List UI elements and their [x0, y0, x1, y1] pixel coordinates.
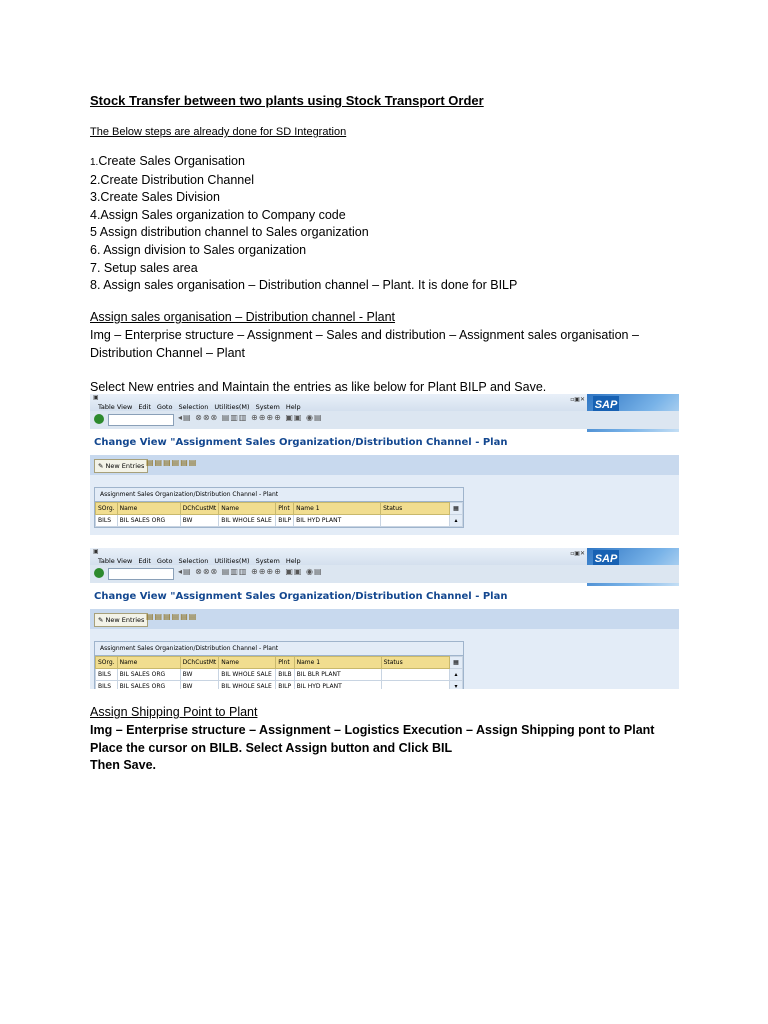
section1-path: [90, 327, 690, 362]
table-row[interactable]: [96, 669, 463, 681]
screen-body: [90, 629, 679, 689]
menu-selection[interactable]: Selection: [178, 557, 209, 565]
sap-screenshot-2: [90, 548, 679, 689]
cell[interactable]: BW: [180, 515, 219, 527]
command-field[interactable]: [108, 568, 174, 580]
step-item: 6. Assign division to Sales organization: [90, 242, 307, 257]
new-entries-label: New Entries: [105, 462, 145, 470]
screen-title: Change View "Assignment Sales Organization/Distribution Channel - Plan: [90, 587, 679, 609]
assignment-table: [94, 641, 464, 689]
cell[interactable]: BILS: [96, 515, 118, 527]
application-toolbar: [90, 455, 679, 475]
enter-icon[interactable]: [94, 568, 104, 578]
col-status: Status: [381, 657, 449, 669]
section1-heading: Assign sales organisation – Distribution channel - Plant: [90, 310, 396, 324]
table-header: [96, 503, 463, 515]
scroll-up-icon[interactable]: ▴: [450, 669, 463, 681]
section1-path-line1: Img – Enterprise structure – Assignment – Sales and distribution – Assignment sales organisation –: [90, 328, 639, 342]
menu-system[interactable]: System: [255, 557, 280, 565]
cell[interactable]: BILS: [96, 681, 118, 690]
menu-items: [98, 403, 307, 411]
table-row[interactable]: [96, 681, 463, 690]
sap-screenshot-1: [90, 394, 679, 535]
menu-utilities[interactable]: Utilities(M): [214, 403, 250, 411]
window-controls-icon[interactable]: ▫▣✕: [570, 550, 585, 557]
standard-toolbar: [90, 565, 679, 583]
cell[interactable]: BIL BLR PLANT: [294, 669, 381, 681]
menu-goto[interactable]: Goto: [156, 403, 173, 411]
menu-utilities[interactable]: Utilities(M): [214, 557, 250, 565]
col-name1: Name 1: [294, 657, 381, 669]
menu-help[interactable]: Help: [285, 403, 301, 411]
col-name: Name: [117, 657, 180, 669]
table-row[interactable]: [96, 515, 463, 527]
system-icon: ▣: [93, 394, 99, 401]
menu-edit[interactable]: Edit: [138, 557, 151, 565]
cell[interactable]: BIL SALES ORG: [117, 681, 180, 690]
step-item: 7. Setup sales area: [90, 260, 198, 275]
table-caption: Assignment Sales Organization/Distribution Channel - Plant: [95, 642, 463, 656]
toolbar-icons[interactable]: ◂▤ ⊗⊗⊗ ▤▥▥ ⊕⊕⊕⊕ ▣▣ ◉▤: [178, 567, 323, 576]
steps-list: [90, 153, 517, 295]
menu-items: [98, 557, 307, 565]
step-item: 4.Assign Sales organization to Company code: [90, 207, 346, 222]
system-icon: ▣: [93, 548, 99, 555]
screen-body: [90, 475, 679, 535]
table-caption: Assignment Sales Organization/Distribution Channel - Plant: [95, 488, 463, 502]
step-item: 2.Create Distribution Channel: [90, 172, 254, 187]
col-dchcustmt: DChCustMt: [180, 657, 219, 669]
column-settings-icon[interactable]: ▦: [450, 503, 463, 515]
col-sorg: SOrg.: [96, 503, 118, 515]
col-name1: Name 1: [294, 503, 381, 515]
column-settings-icon[interactable]: ▦: [450, 657, 463, 669]
document-subtitle: The Below steps are already done for SD Integration: [90, 126, 347, 138]
col-plnt: Plnt: [276, 503, 294, 515]
cell[interactable]: BILB: [276, 669, 294, 681]
application-toolbar: [90, 609, 679, 629]
cell[interactable]: BIL HYD PLANT: [294, 515, 381, 527]
cell[interactable]: BILP: [276, 681, 294, 690]
cell[interactable]: BIL WHOLE SALE: [219, 669, 276, 681]
new-entries-button[interactable]: ✎ New Entries: [94, 613, 148, 627]
cell[interactable]: BILS: [96, 669, 118, 681]
command-field[interactable]: [108, 414, 174, 426]
cell[interactable]: BIL SALES ORG: [117, 669, 180, 681]
section2-line2: Place the cursor on BILB. Select Assign button and Click BIL: [90, 740, 453, 755]
section2-line1: Img – Enterprise structure – Assignment – Logistics Execution – Assign Shipping pont to Plant: [90, 723, 655, 737]
cell[interactable]: [381, 669, 449, 681]
menu-system[interactable]: System: [255, 403, 280, 411]
menu-selection[interactable]: Selection: [178, 403, 209, 411]
window-controls-icon[interactable]: ▫▣✕: [570, 396, 585, 403]
step-item: 5 Assign distribution channel to Sales organization: [90, 225, 369, 240]
cell[interactable]: BW: [180, 681, 219, 690]
assignment-table: [94, 487, 464, 528]
menu-table-view[interactable]: Table View: [98, 403, 133, 411]
menu-edit[interactable]: Edit: [138, 403, 151, 411]
col-name2: Name: [219, 503, 276, 515]
col-sorg: SOrg.: [96, 657, 118, 669]
step-number: 1.: [90, 157, 99, 168]
document-title: Stock Transfer between two plants using Stock Transport Order: [90, 93, 484, 108]
cell[interactable]: BIL WHOLE SALE: [219, 681, 276, 690]
screen-title: Change View "Assignment Sales Organization/Distribution Channel - Plan: [90, 433, 679, 455]
step-item: [90, 153, 517, 172]
col-status: Status: [381, 503, 450, 515]
sap-logo: SAP: [593, 396, 619, 414]
section2-body: [90, 722, 690, 775]
menu-goto[interactable]: Goto: [156, 557, 173, 565]
col-plnt: Plnt: [276, 657, 294, 669]
menu-table-view[interactable]: Table View: [98, 557, 133, 565]
new-entries-button[interactable]: ✎ New Entries: [94, 459, 148, 473]
col-name2: Name: [219, 657, 276, 669]
cell[interactable]: [381, 515, 450, 527]
section1-path-line2: Distribution Channel – Plant: [90, 345, 245, 360]
cell[interactable]: BIL HYD PLANT: [294, 681, 381, 690]
cell[interactable]: BIL SALES ORG: [117, 515, 180, 527]
section1-instruction: Select New entries and Maintain the entries as like below for Plant BILP and Save.: [90, 380, 547, 394]
col-dchcustmt: DChCustMt: [180, 503, 219, 515]
app-toolbar-icons[interactable]: ▤▤▤▤▤▤: [146, 458, 198, 467]
sap-logo: SAP: [593, 550, 619, 568]
col-name: Name: [117, 503, 180, 515]
menu-help[interactable]: Help: [285, 557, 301, 565]
app-toolbar-icons[interactable]: ▤▤▤▤▤▤: [146, 612, 198, 621]
enter-icon[interactable]: [94, 414, 104, 424]
table-header: [96, 657, 463, 669]
section2-heading: Assign Shipping Point to Plant: [90, 705, 258, 719]
standard-toolbar: [90, 411, 679, 429]
scroll-up-icon[interactable]: ▴: [450, 515, 463, 527]
new-entries-label: New Entries: [105, 616, 145, 624]
cell[interactable]: BIL WHOLE SALE: [219, 515, 276, 527]
cell[interactable]: [381, 681, 449, 690]
scroll-down-icon[interactable]: ▾: [450, 681, 463, 690]
section2-line3: Then Save.: [90, 758, 156, 772]
cell[interactable]: BW: [180, 669, 219, 681]
step-item: 3.Create Sales Division: [90, 190, 220, 205]
step-item: 8. Assign sales organisation – Distribution channel – Plant. It is done for BILP: [90, 278, 518, 293]
step-text: Create Sales Organisation: [98, 154, 245, 168]
cell[interactable]: BILP: [276, 515, 294, 527]
toolbar-icons[interactable]: ◂▤ ⊗⊗⊗ ▤▥▥ ⊕⊕⊕⊕ ▣▣ ◉▤: [178, 413, 323, 422]
